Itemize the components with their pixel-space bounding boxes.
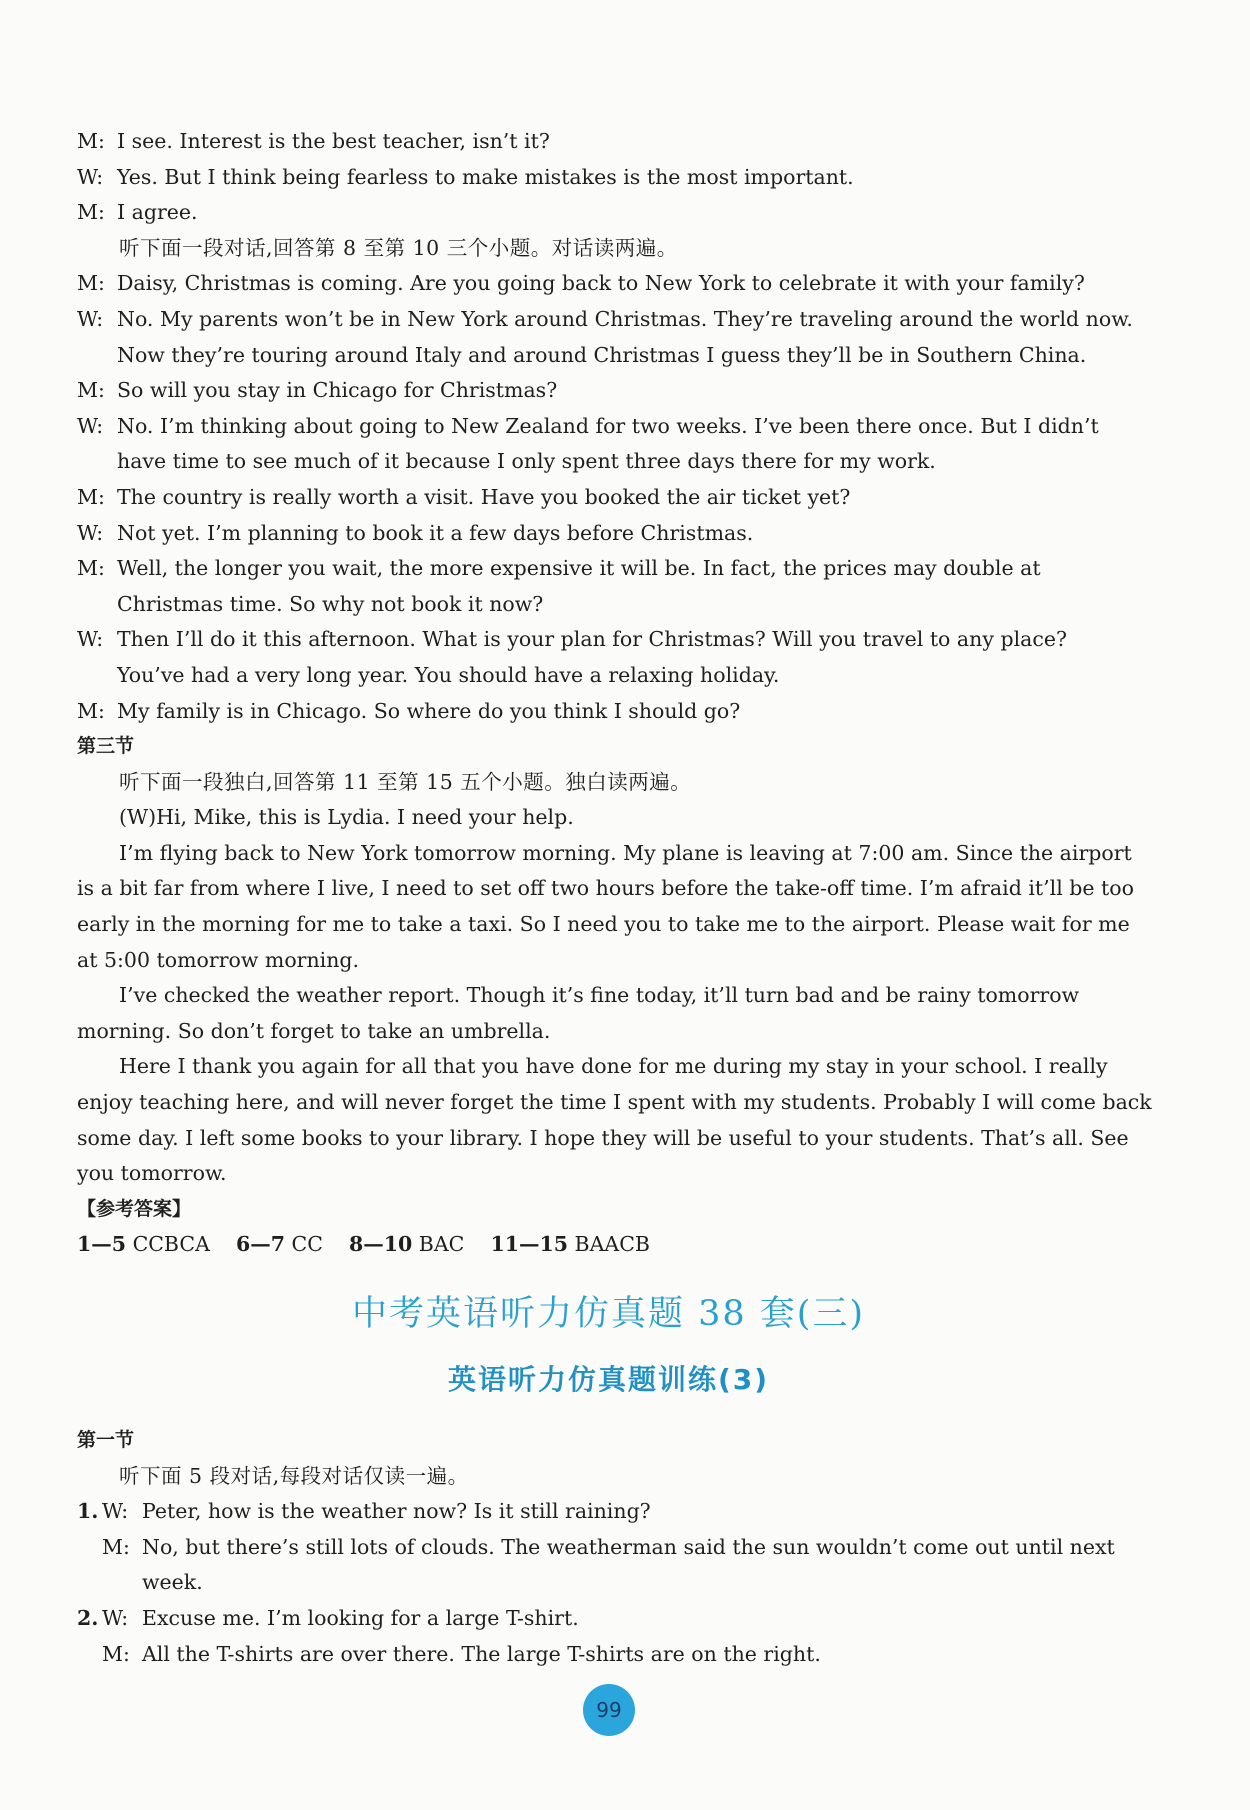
- speaker: M:: [77, 484, 105, 509]
- utterance: Daisy, Christmas is coming. Are you going back to New York to celebrate it with your family?: [117, 271, 1085, 296]
- answers-heading: 【参考答案】: [77, 1197, 192, 1220]
- utterance: Peter, how is the weather now? Is it still raining?: [142, 1499, 651, 1524]
- utterance: Well, the longer you wait, the more expensive it will be. In fact, the prices may double at: [117, 556, 1041, 581]
- speaker: M:: [77, 200, 105, 225]
- answer-value: CC: [291, 1232, 323, 1257]
- dialogue-line: [77, 302, 1140, 338]
- answers-line: [77, 1227, 1140, 1263]
- answer-range: 8—10: [348, 1232, 413, 1257]
- speaker: M:: [77, 271, 105, 296]
- monologue-line: I’m flying back to New York tomorrow morning. My plane is leaving at 7:00 am. Since the airport: [119, 840, 1132, 865]
- dialogue-line: [77, 551, 1140, 587]
- answer-value: BAACB: [574, 1232, 650, 1257]
- speaker: W:: [102, 1605, 129, 1630]
- section-heading: 第三节: [77, 735, 135, 758]
- utterance: Then I’ll do it this afternoon. What is your plan for Christmas? Will you travel to any place?: [117, 627, 1067, 652]
- answer-range: 11—15: [490, 1232, 568, 1257]
- monologue-line: you tomorrow.: [77, 1161, 227, 1186]
- utterance: Not yet. I’m planning to book it a few days before Christmas.: [117, 520, 754, 545]
- utterance: No. My parents won’t be in New York around Christmas. They’re traveling around the world now.: [117, 306, 1133, 331]
- monologue-line: at 5:00 tomorrow morning.: [77, 947, 360, 972]
- speaker: W:: [102, 1499, 129, 1524]
- monologue-line: Here I thank you again for all that you have done for me during my stay in your school. I really: [119, 1054, 1108, 1079]
- dialogue-line: [77, 1530, 1140, 1566]
- page-number: 99: [583, 1684, 635, 1736]
- dialogue-line: [77, 694, 1140, 730]
- instruction: 听下面 5 段对话,每段对话仅读一遍。: [119, 1463, 469, 1488]
- main-title: 中考英语听力仿真题 38 套(三): [351, 1294, 866, 1334]
- dialogue-continuation: You’ve had a very long year. You should have a relaxing holiday.: [117, 662, 780, 687]
- speaker: M:: [77, 698, 105, 723]
- answer-value: BAC: [418, 1232, 465, 1257]
- utterance: Yes. But I think being fearless to make mistakes is the most important.: [117, 164, 854, 189]
- utterance: So will you stay in Chicago for Christmas?: [117, 378, 558, 403]
- speaker: W:: [77, 413, 104, 438]
- monologue-line: is a bit far from where I live, I need to set off two hours before the take-off time. I’m afraid it’ll be too: [77, 876, 1134, 901]
- monologue-line: enjoy teaching here, and will never forget the time I spent with my students. Probably I will come back: [77, 1090, 1152, 1115]
- dialogue-continuation: Now they’re touring around Italy and around Christmas I guess they’ll be in Southern China.: [117, 342, 1087, 367]
- question-1: [77, 1494, 1140, 1530]
- utterance: No. I’m thinking about going to New Zealand for two weeks. I’ve been there once. But I didn’t: [117, 413, 1099, 438]
- dialogue-line: [77, 622, 1140, 658]
- dialogue-continuation: week.: [142, 1570, 203, 1595]
- monologue-line: (W)Hi, Mike, this is Lydia. I need your help.: [119, 805, 574, 830]
- monologue-line: some day. I left some books to your library. I hope they will be useful to your students. That’s all. See: [77, 1125, 1129, 1150]
- dialogue-line: [77, 1637, 1140, 1673]
- question-number: 2.: [77, 1605, 99, 1630]
- answer-value: CCBCA: [132, 1232, 210, 1257]
- utterance: I agree.: [117, 200, 198, 225]
- dialogue-line: [77, 480, 1140, 516]
- dialogue-line: [77, 124, 1140, 160]
- speaker: M:: [77, 129, 105, 153]
- section-heading: 第一节: [77, 1429, 135, 1451]
- speaker: M:: [102, 1534, 130, 1559]
- dialogue-line: [77, 373, 1140, 409]
- monologue-line: I’ve checked the weather report. Though it’s fine today, it’ll turn bad and be rainy tomorrow: [119, 983, 1080, 1008]
- page-content: [77, 124, 1152, 1672]
- answer-range: 1—5: [77, 1232, 127, 1257]
- dialogue-line: [77, 266, 1140, 302]
- question-2: [77, 1601, 1140, 1637]
- instruction: 听下面一段独白,回答第 11 至第 15 五个小题。独白读两遍。: [119, 769, 692, 794]
- speaker: W:: [77, 164, 104, 189]
- dialogue-line: [77, 195, 1140, 231]
- dialogue-line: [77, 516, 1140, 552]
- dialogue-continuation: Christmas time. So why not book it now?: [117, 591, 544, 616]
- monologue-line: early in the morning for me to take a taxi. So I need you to take me to the airport. Please wait for me: [77, 912, 1130, 937]
- utterance: The country is really worth a visit. Have you booked the air ticket yet?: [117, 484, 851, 509]
- dialogue-line: [77, 409, 1140, 445]
- utterance: All the T-shirts are over there. The large T-shirts are on the right.: [142, 1641, 821, 1666]
- speaker: W:: [77, 306, 104, 331]
- speaker: M:: [77, 378, 105, 403]
- instruction: 听下面一段对话,回答第 8 至第 10 三个小题。对话读两遍。: [119, 235, 678, 260]
- dialogue-continuation: have time to see much of it because I only spent three days there for my work.: [117, 449, 936, 474]
- utterance: No, but there’s still lots of clouds. The weatherman said the sun wouldn’t come out until next: [142, 1534, 1115, 1559]
- answer-range: 6—7: [235, 1232, 285, 1257]
- dialogue-line: [77, 160, 1140, 196]
- speaker: W:: [77, 520, 104, 545]
- speaker: W:: [77, 627, 104, 652]
- sub-title: 英语听力仿真题训练(3): [447, 1363, 770, 1396]
- utterance: My family is in Chicago. So where do you think I should go?: [117, 698, 741, 723]
- speaker: M:: [102, 1641, 130, 1666]
- question-number: 1.: [77, 1499, 99, 1524]
- utterance: Excuse me. I’m looking for a large T-shirt.: [142, 1605, 579, 1630]
- utterance: I see. Interest is the best teacher, isn’t it?: [117, 129, 550, 153]
- monologue-line: morning. So don’t forget to take an umbrella.: [77, 1018, 551, 1043]
- speaker: M:: [77, 556, 105, 581]
